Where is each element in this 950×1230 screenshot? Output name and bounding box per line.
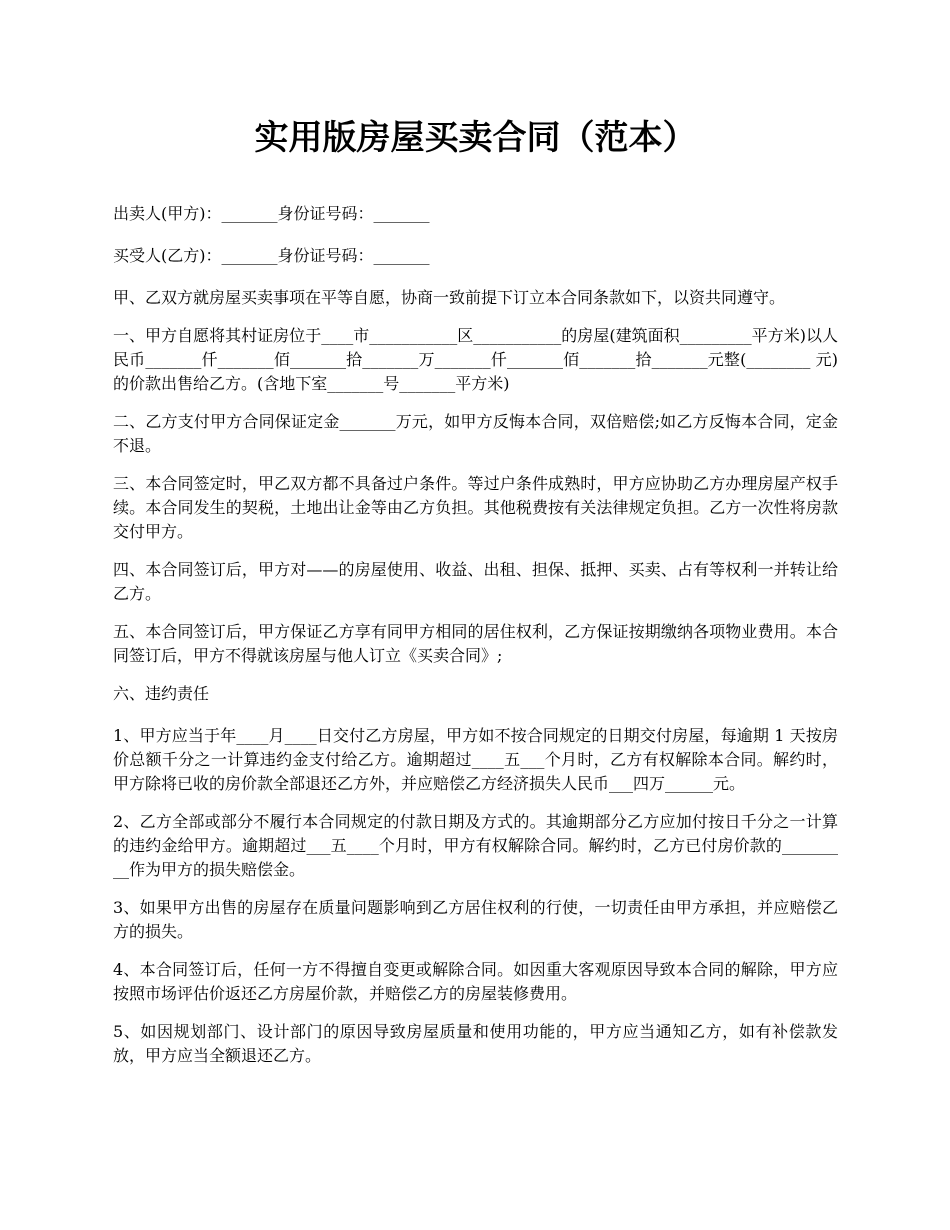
intro-paragraph: 甲、乙双方就房屋买卖事项在平等自愿，协商一致前提下订立本合同条款如下，以资共同遵守。: [113, 288, 786, 307]
liability-item-4: 4、本合同签订后，任何一方不得擅自变更或解除合同。如因重大客观原因导致本合同的解除，甲方应按照市场评估价返还乙方房屋价款，并赔偿乙方的房屋装修费用。: [113, 960, 838, 1003]
liability-item-2: 2、乙方全部或部分不履行本合同规定的付款日期及方式的。其逾期部分乙方应加付按日千分之一计算的违约金给甲方。逾期超过___五____个月时，甲方有权解除合同。解约时，乙方已付房价款的_________作为甲方的损失赔偿金。: [113, 812, 838, 879]
clause-1: 一、甲方自愿将其村证房位于____市___________区___________的房屋(建筑面积_________平方米)以人民币_______仟_______佰_______拾_______万_______仟_______佰_______拾_______元整(________ 元)的价款出售给乙方。(含地下室_______号_______平方米): [113, 326, 838, 393]
document-body: [113, 112, 838, 1082]
clause-3: 三、本合同签定时，甲乙双方都不具备过户条件。等过户条件成熟时，甲方应协助乙方办理房屋产权手续。本合同发生的契税，土地出让金等由乙方负担。其他税费按有关法律规定负担。乙方一次性将房款交付甲方。: [113, 474, 838, 541]
seller-line: 出卖人(甲方)：_______身份证号码：_______: [113, 204, 430, 223]
clause-5: 五、本合同签订后，甲方保证乙方享有同甲方相同的居住权利，乙方保证按期缴纳各项物业费用。本合同签订后，甲方不得就该房屋与他人订立《买卖合同》;: [113, 622, 838, 665]
section-6-heading: 六、违约责任: [113, 684, 210, 703]
clause-2: 二、乙方支付甲方合同保证定金_______万元，如甲方反悔本合同，双倍赔偿;如乙方反悔本合同，定金不退。: [113, 412, 838, 455]
liability-item-5: 5、如因规划部门、设计部门的原因导致房屋质量和使用功能的，甲方应当通知乙方，如有补偿款发放，甲方应当全额退还乙方。: [113, 1022, 838, 1065]
buyer-line: 买受人(乙方)：_______身份证号码：_______: [113, 246, 430, 265]
clause-4: 四、本合同签订后，甲方对——的房屋使用、收益、出租、担保、抵押、买卖、占有等权利一并转让给乙方。: [113, 560, 838, 603]
document-title: 实用版房屋买卖合同（范本）: [254, 118, 697, 158]
liability-item-1: 1、甲方应当于年____月____日交付乙方房屋，甲方如不按合同规定的日期交付房屋，每逾期 1 天按房价总额千分之一计算违约金支付给乙方。逾期超过____五___个月时，乙方有权解除本合同。解约时，甲方除将已收的房价款全部退还乙方外，并应赔偿乙方经济损失人民币___四万______元。: [113, 726, 838, 793]
liability-item-3: 3、如果甲方出售的房屋存在质量问题影响到乙方居住权利的行使，一切责任由甲方承担，并应赔偿乙方的损失。: [113, 898, 838, 941]
